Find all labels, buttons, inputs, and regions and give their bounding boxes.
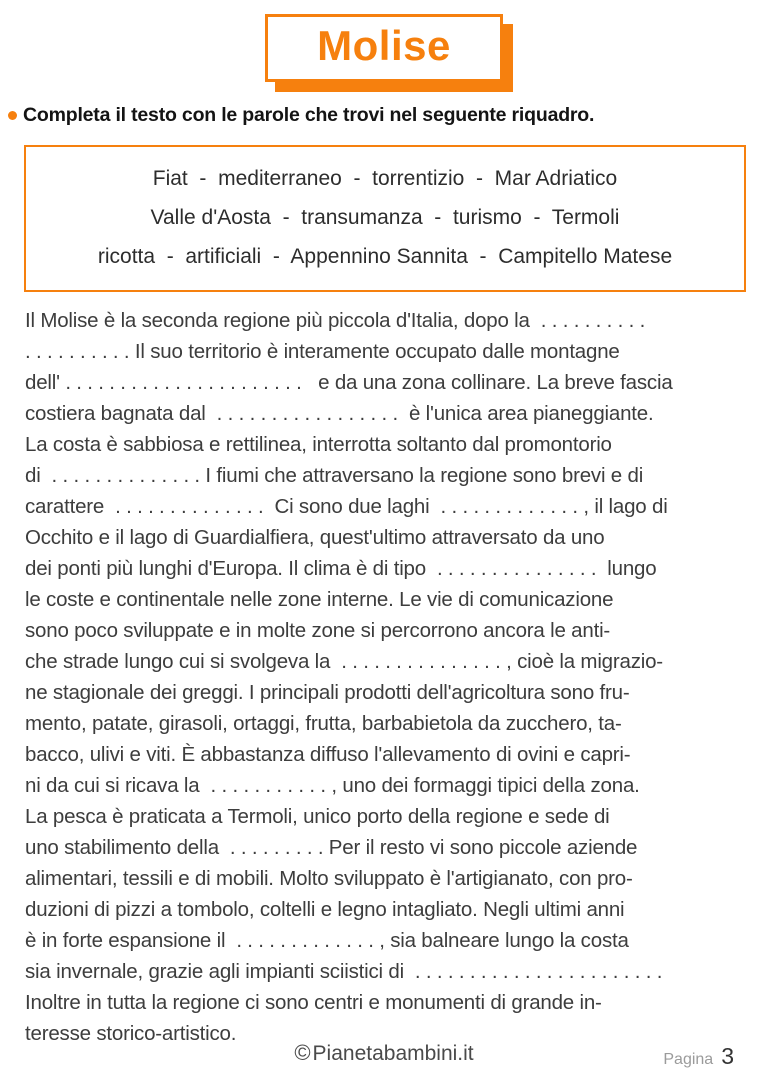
word-bank-line: Fiat - mediterraneo - torrentizio - Mar Adriatico xyxy=(152,167,618,190)
word-bank-box xyxy=(24,145,746,292)
text-line: sono poco sviluppate e in molte zone si percorrono ancora le anti- xyxy=(25,619,611,642)
text-line: duzioni di pizzi a tombolo, coltelli e legno intagliato. Negli ultimi anni xyxy=(25,898,625,921)
instruction xyxy=(8,104,758,127)
text-line: alimentari, tessili e di mobili. Molto sviluppato è l'artigianato, con pro- xyxy=(25,867,633,890)
text-line: Inoltre in tutta la regione ci sono centri e monumenti di grande in- xyxy=(25,991,602,1014)
text-line: carattere . . . . . . . . . . . . . . Ci sono due laghi . . . . . . . . . . . . . , il lago di xyxy=(25,495,668,518)
text-line: è in forte espansione il . . . . . . . . . . . . . , sia balneare lungo la costa xyxy=(25,929,629,952)
text-line: le coste e continentale nelle zone interne. Le vie di comunicazione xyxy=(25,588,614,611)
title-box xyxy=(265,14,503,82)
copyright-icon: © xyxy=(294,1040,311,1065)
text-line: di . . . . . . . . . . . . . . I fiumi che attraversano la regione sono brevi e di xyxy=(25,464,644,487)
page-title: Molise xyxy=(317,22,451,69)
body-text xyxy=(25,305,746,1049)
title-row xyxy=(0,0,768,82)
bullet-icon xyxy=(8,111,17,120)
text-line: . . . . . . . . . . Il suo territorio è interamente occupato dalle montagne xyxy=(25,340,620,363)
text-line: Il Molise è la seconda regione più piccola d'Italia, dopo la . . . . . . . . . . xyxy=(25,309,646,332)
text-line: uno stabilimento della . . . . . . . . . Per il resto vi sono piccole aziende xyxy=(25,836,638,859)
word-bank-line: ricotta - artificiali - Appennino Sannita - Campitello Matese xyxy=(97,245,673,268)
text-line: ni da cui si ricava la . . . . . . . . . . . , uno dei formaggi tipici della zona. xyxy=(25,774,640,797)
text-line: Occhito e il lago di Guardialfiera, quest'ultimo attraversato da uno xyxy=(25,526,605,549)
page-number: 3 xyxy=(721,1043,734,1069)
text-line: ne stagionale dei greggi. I principali prodotti dell'agricoltura sono fru- xyxy=(25,681,630,704)
footer xyxy=(0,1040,768,1070)
text-line: La costa è sabbiosa e rettilinea, interrotta soltanto dal promontorio xyxy=(25,433,612,456)
text-line: costiera bagnata dal . . . . . . . . . . . . . . . . . è l'unica area pianeggiante. xyxy=(25,402,654,425)
word-bank-line: Valle d'Aosta - transumanza - turismo - Termoli xyxy=(150,206,620,229)
text-line: bacco, ulivi e viti. È abbastanza diffuso l'allevamento di ovini e capri- xyxy=(25,743,631,766)
text-line: sia invernale, grazie agli impianti sciistici di . . . . . . . . . . . . . . . . . . . . . . . xyxy=(25,960,663,983)
text-line: teresse storico-artistico. xyxy=(25,1022,237,1045)
page-indicator xyxy=(663,1043,734,1070)
text-line: mento, patate, girasoli, ortaggi, frutta, barbabietola da zucchero, ta- xyxy=(25,712,622,735)
text-line: La pesca è praticata a Termoli, unico porto della regione e sede di xyxy=(25,805,610,828)
page-label: Pagina xyxy=(663,1051,714,1068)
site-name: Pianetabambini.it xyxy=(312,1042,474,1065)
text-line: dei ponti più lunghi d'Europa. Il clima è di tipo . . . . . . . . . . . . . . . lungo xyxy=(25,557,657,580)
copyright xyxy=(0,1040,768,1066)
instruction-text: Completa il testo con le parole che trovi nel seguente riquadro. xyxy=(23,104,595,126)
text-line: dell' . . . . . . . . . . . . . . . . . . . . . . e da una zona collinare. La breve fascia xyxy=(25,371,673,394)
text-line: che strade lungo cui si svolgeva la . . . . . . . . . . . . . . . , cioè la migrazio- xyxy=(25,650,663,673)
